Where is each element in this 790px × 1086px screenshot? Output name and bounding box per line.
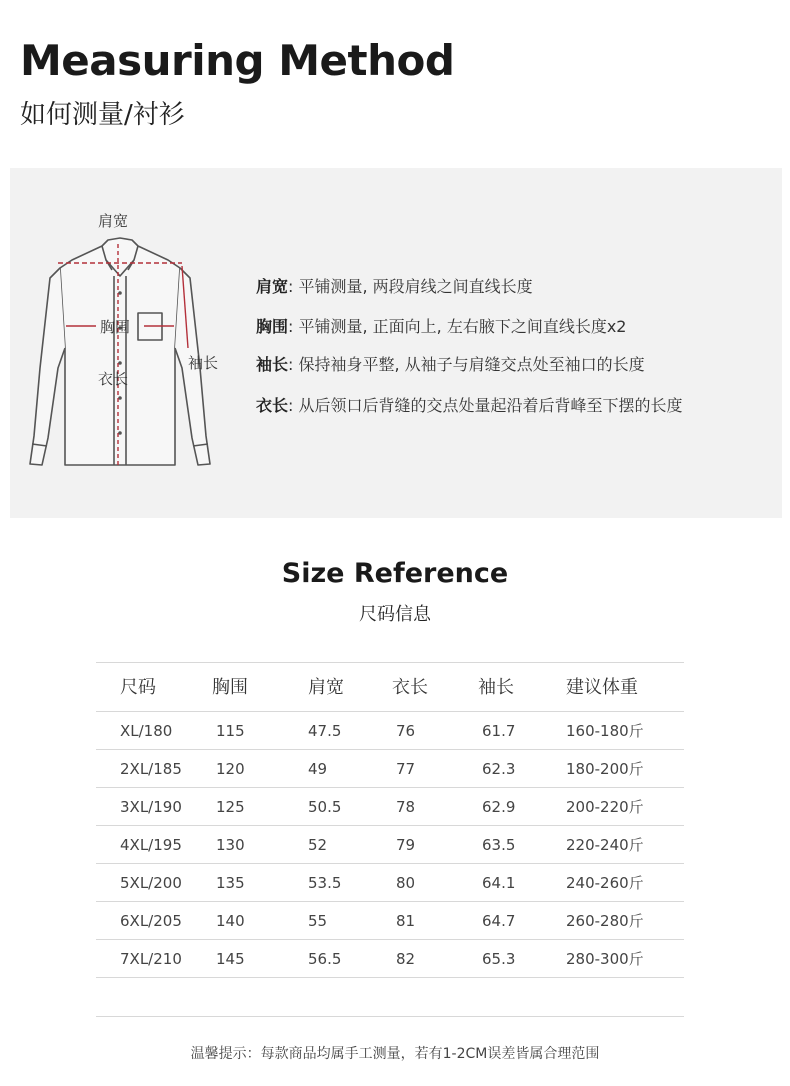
table-row [96,826,684,864]
cell-weight: 220-240斤 [566,836,644,854]
page-title: Measuring Method [20,36,455,85]
size-table [96,662,684,978]
cell-size: XL/180 [120,722,173,740]
cell-weight: 180-200斤 [566,760,644,778]
description-key: 胸围 [256,317,289,336]
table-row [96,750,684,788]
cell-sleeve: 64.1 [482,874,516,892]
cell-shoulder: 50.5 [308,798,342,816]
cell-sleeve: 65.3 [482,950,516,968]
description-shoulder [256,274,533,297]
cell-sleeve: 62.9 [482,798,516,816]
footer-note: 温馨提示：每款商品均属手工测量，若有1-2CM误差皆属合理范围 [190,1046,600,1062]
header-sleeve: 袖长 [478,677,514,698]
cell-length: 79 [396,836,416,854]
table-row [96,712,684,750]
cell-length: 80 [396,874,416,892]
cell-chest: 130 [216,836,245,854]
cell-shoulder: 55 [308,912,328,930]
cell-size: 4XL/195 [120,836,182,854]
cell-size: 6XL/205 [120,912,182,930]
description-text: : 平铺测量, 两段肩线之间直线长度 [288,277,533,296]
cell-weight: 160-180斤 [566,722,644,740]
cell-sleeve: 62.3 [482,760,516,778]
cell-sleeve: 63.5 [482,836,516,854]
cell-size: 3XL/190 [120,798,182,816]
table-bottom-divider [96,1016,684,1017]
description-text: : 从后领口后背缝的交点处量起沿着后背峰至下摆的长度 [288,396,683,415]
table-row [96,902,684,940]
size-reference-title: Size Reference [281,558,509,589]
description-text: : 保持袖身平整, 从袖子与肩缝交点处至袖口的长度 [288,355,645,374]
cell-size: 7XL/210 [120,950,182,968]
description-key: 袖长 [256,355,289,374]
header-size: 尺码 [120,677,156,698]
cell-size: 2XL/185 [120,760,182,778]
description-key: 衣长 [256,396,289,415]
cell-chest: 140 [216,912,245,930]
description-chest [256,314,627,337]
cell-chest: 125 [216,798,245,816]
shoulder-label: 肩宽 [98,212,129,230]
cell-shoulder: 53.5 [308,874,342,892]
cell-weight: 260-280斤 [566,912,644,930]
description-sleeve [256,352,645,375]
description-length [256,393,683,416]
cell-chest: 120 [216,760,245,778]
header-weight: 建议体重 [566,677,638,698]
header-chest: 胸围 [212,677,248,698]
header-length: 衣长 [392,677,428,698]
cell-shoulder: 49 [308,760,328,778]
table-header-row [96,662,684,712]
table-row [96,940,684,978]
cell-length: 82 [396,950,416,968]
sleeve-label: 袖长 [188,354,219,372]
table-row [96,788,684,826]
table-row [96,864,684,902]
cell-length: 76 [396,722,416,740]
header-shoulder: 肩宽 [308,677,344,698]
cell-weight: 240-260斤 [566,874,644,892]
cell-shoulder: 47.5 [308,722,342,740]
cell-shoulder: 52 [308,836,328,854]
cell-chest: 115 [216,722,245,740]
cell-shoulder: 56.5 [308,950,342,968]
cell-sleeve: 61.7 [482,722,516,740]
cell-weight: 200-220斤 [566,798,644,816]
chest-label: 胸围 [100,318,131,336]
cell-sleeve: 64.7 [482,912,516,930]
description-text: : 平铺测量, 正面向上, 左右腋下之间直线长度x2 [288,317,627,336]
cell-length: 77 [396,760,416,778]
measuring-diagram-panel [10,168,782,518]
description-key: 肩宽 [256,277,289,296]
page-subtitle: 如何测量/衬衫 [20,100,185,130]
length-label: 衣长 [98,370,129,388]
cell-weight: 280-300斤 [566,950,644,968]
cell-length: 78 [396,798,416,816]
cell-size: 5XL/200 [120,874,182,892]
cell-length: 81 [396,912,416,930]
cell-chest: 135 [216,874,245,892]
size-reference-subtitle: 尺码信息 [359,604,431,625]
cell-chest: 145 [216,950,245,968]
